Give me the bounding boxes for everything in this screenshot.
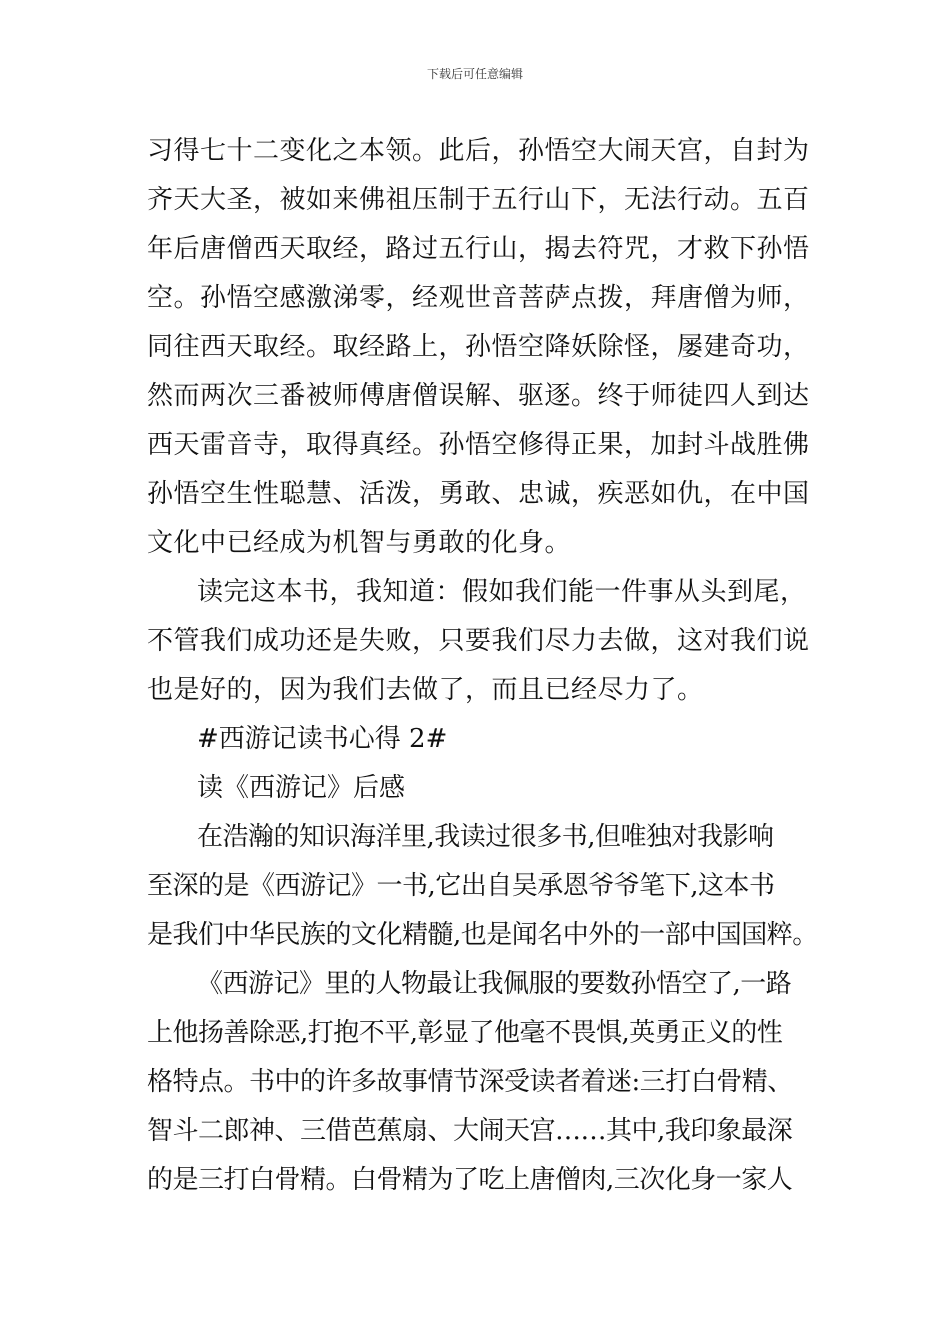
text-line: 的是三打白骨精。白骨精为了吃上唐僧肉,三次化身一家人 xyxy=(147,1165,793,1195)
paragraph-start: 在浩瀚的知识海洋里,我读过很多书,但唯独对我影响 xyxy=(197,822,774,852)
paragraph-start: 读完这本书，我知道：假如我们能一件事从头到尾， xyxy=(197,577,807,607)
text-line: 同往西天取经。取经路上，孙悟空降妖除怪，屡建奇功， xyxy=(147,332,810,362)
text-line: 空。孙悟空感激涕零，经观世音菩萨点拨，拜唐僧为师， xyxy=(147,283,810,313)
text-line: 智斗二郎神、三借芭蕉扇、大闹天宫……其中,我印象最深 xyxy=(147,1116,793,1146)
text-line: 是我们中华民族的文化精髓,也是闻名中外的一部中国国粹。 xyxy=(147,920,818,950)
text-line: 然而两次三番被师傅唐僧误解、驱逐。终于师徒四人到达 xyxy=(147,381,810,411)
text-line: 年后唐僧西天取经，路过五行山，揭去符咒，才救下孙悟 xyxy=(147,234,810,264)
essay-title: 读《西游记》后感 xyxy=(197,773,406,803)
text-line: 孙悟空生性聪慧、活泼，勇敢、忠诚，疾恶如仇，在中国 xyxy=(147,479,810,509)
text-line: 也是好的，因为我们去做了，而且已经尽力了。 xyxy=(147,675,704,705)
text-line: 齐天大圣，被如来佛祖压制于五行山下，无法行动。五百 xyxy=(147,185,810,215)
text-line: 不管我们成功还是失败，只要我们尽力去做，这对我们说 xyxy=(147,626,810,656)
text-line: 上他扬善除恶,打抱不平,彰显了他毫不畏惧,英勇正义的性 xyxy=(147,1018,783,1048)
text-line: 习得七十二变化之本领。此后，孙悟空大闹天宫，自封为 xyxy=(147,136,810,166)
text-line: 至深的是《西游记》一书,它出自吴承恩爷爷笔下,这本书 xyxy=(147,871,775,901)
paragraph-start: 《西游记》里的人物最让我佩服的要数孙悟空了,一路 xyxy=(197,969,792,999)
page-header: 下载后可任意编辑 xyxy=(426,67,523,81)
document-body xyxy=(147,127,817,1205)
section-heading: #西游记读书心得 2# xyxy=(197,724,448,754)
text-line: 文化中已经成为机智与勇敢的化身。 xyxy=(147,528,572,558)
text-line: 西天雷音寺，取得真经。孙悟空修得正果，加封斗战胜佛 xyxy=(147,430,810,460)
text-line: 格特点。书中的许多故事情节深受读者着迷:三打白骨精、 xyxy=(147,1067,793,1097)
